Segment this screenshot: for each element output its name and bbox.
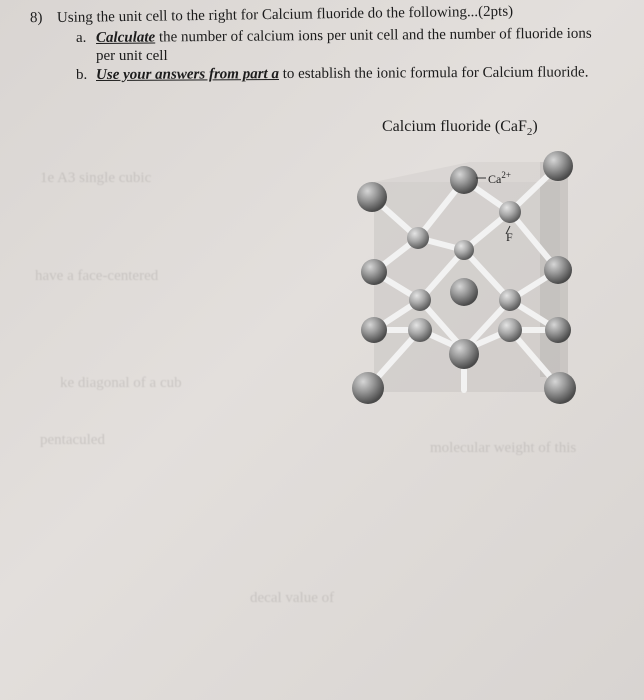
question-prompt: Using the unit cell to the right for Calcium fluoride do the following...(2pts) — [56, 3, 514, 26]
figure-title-end: ) — [532, 118, 538, 135]
part-b-emphasis: Use your answers from part a — [95, 66, 279, 83]
fluoride-ion — [407, 227, 429, 249]
calcium-label-text: Ca — [488, 172, 502, 186]
calcium-ion — [450, 278, 478, 306]
part-b-text — [96, 64, 589, 83]
unit-cell-figure — [340, 140, 590, 415]
question-number: 8) — [29, 9, 43, 27]
part-a-letter: a. — [76, 30, 87, 46]
fluoride-ion — [454, 240, 474, 260]
fluoride-label: F — [506, 230, 513, 244]
unit-cell-diagram — [340, 140, 590, 415]
figure-title-text: Calcium fluoride (CaF — [382, 118, 527, 135]
calcium-ion — [357, 182, 387, 212]
part-a-emphasis: Calculate — [95, 29, 156, 46]
calcium-ion — [361, 259, 387, 285]
figure-title — [382, 118, 538, 138]
calcium-ion — [544, 256, 572, 284]
part-b-body: to establish the ionic formula for Calcium fluoride. — [278, 64, 589, 83]
figure-title-subscript: 2 — [526, 126, 533, 139]
fluoride-ion — [499, 201, 521, 223]
part-a-text-continued: per unit cell — [96, 48, 168, 64]
calcium-ion — [450, 166, 478, 194]
part-b-letter: b. — [76, 67, 88, 83]
fluoride-ion — [409, 289, 431, 311]
part-a-body: the number of calcium ions per unit cell and the number of fluoride ions — [155, 25, 592, 46]
bleed-through-text: 1e A3 single cubic — [40, 170, 152, 186]
bleed-through-text: pentaculed — [40, 432, 105, 448]
fluoride-ion — [499, 289, 521, 311]
bleed-through-text: have a face-centered — [35, 268, 159, 284]
bleed-through-text: ke diagonal of a cub — [60, 375, 182, 391]
calcium-ion — [543, 151, 573, 181]
calcium-charge: 2+ — [501, 170, 511, 180]
bleed-through-text: decal value of — [250, 590, 335, 606]
calcium-ion — [545, 317, 571, 343]
fluoride-ion — [408, 318, 432, 342]
bleed-through-text: molecular weight of this — [430, 440, 577, 456]
calcium-ion — [361, 317, 387, 343]
calcium-ion — [544, 372, 576, 404]
part-a-text — [96, 26, 592, 46]
calcium-label — [488, 170, 511, 187]
calcium-ion — [449, 339, 479, 369]
calcium-ion — [352, 372, 384, 404]
fluoride-ion — [498, 318, 522, 342]
